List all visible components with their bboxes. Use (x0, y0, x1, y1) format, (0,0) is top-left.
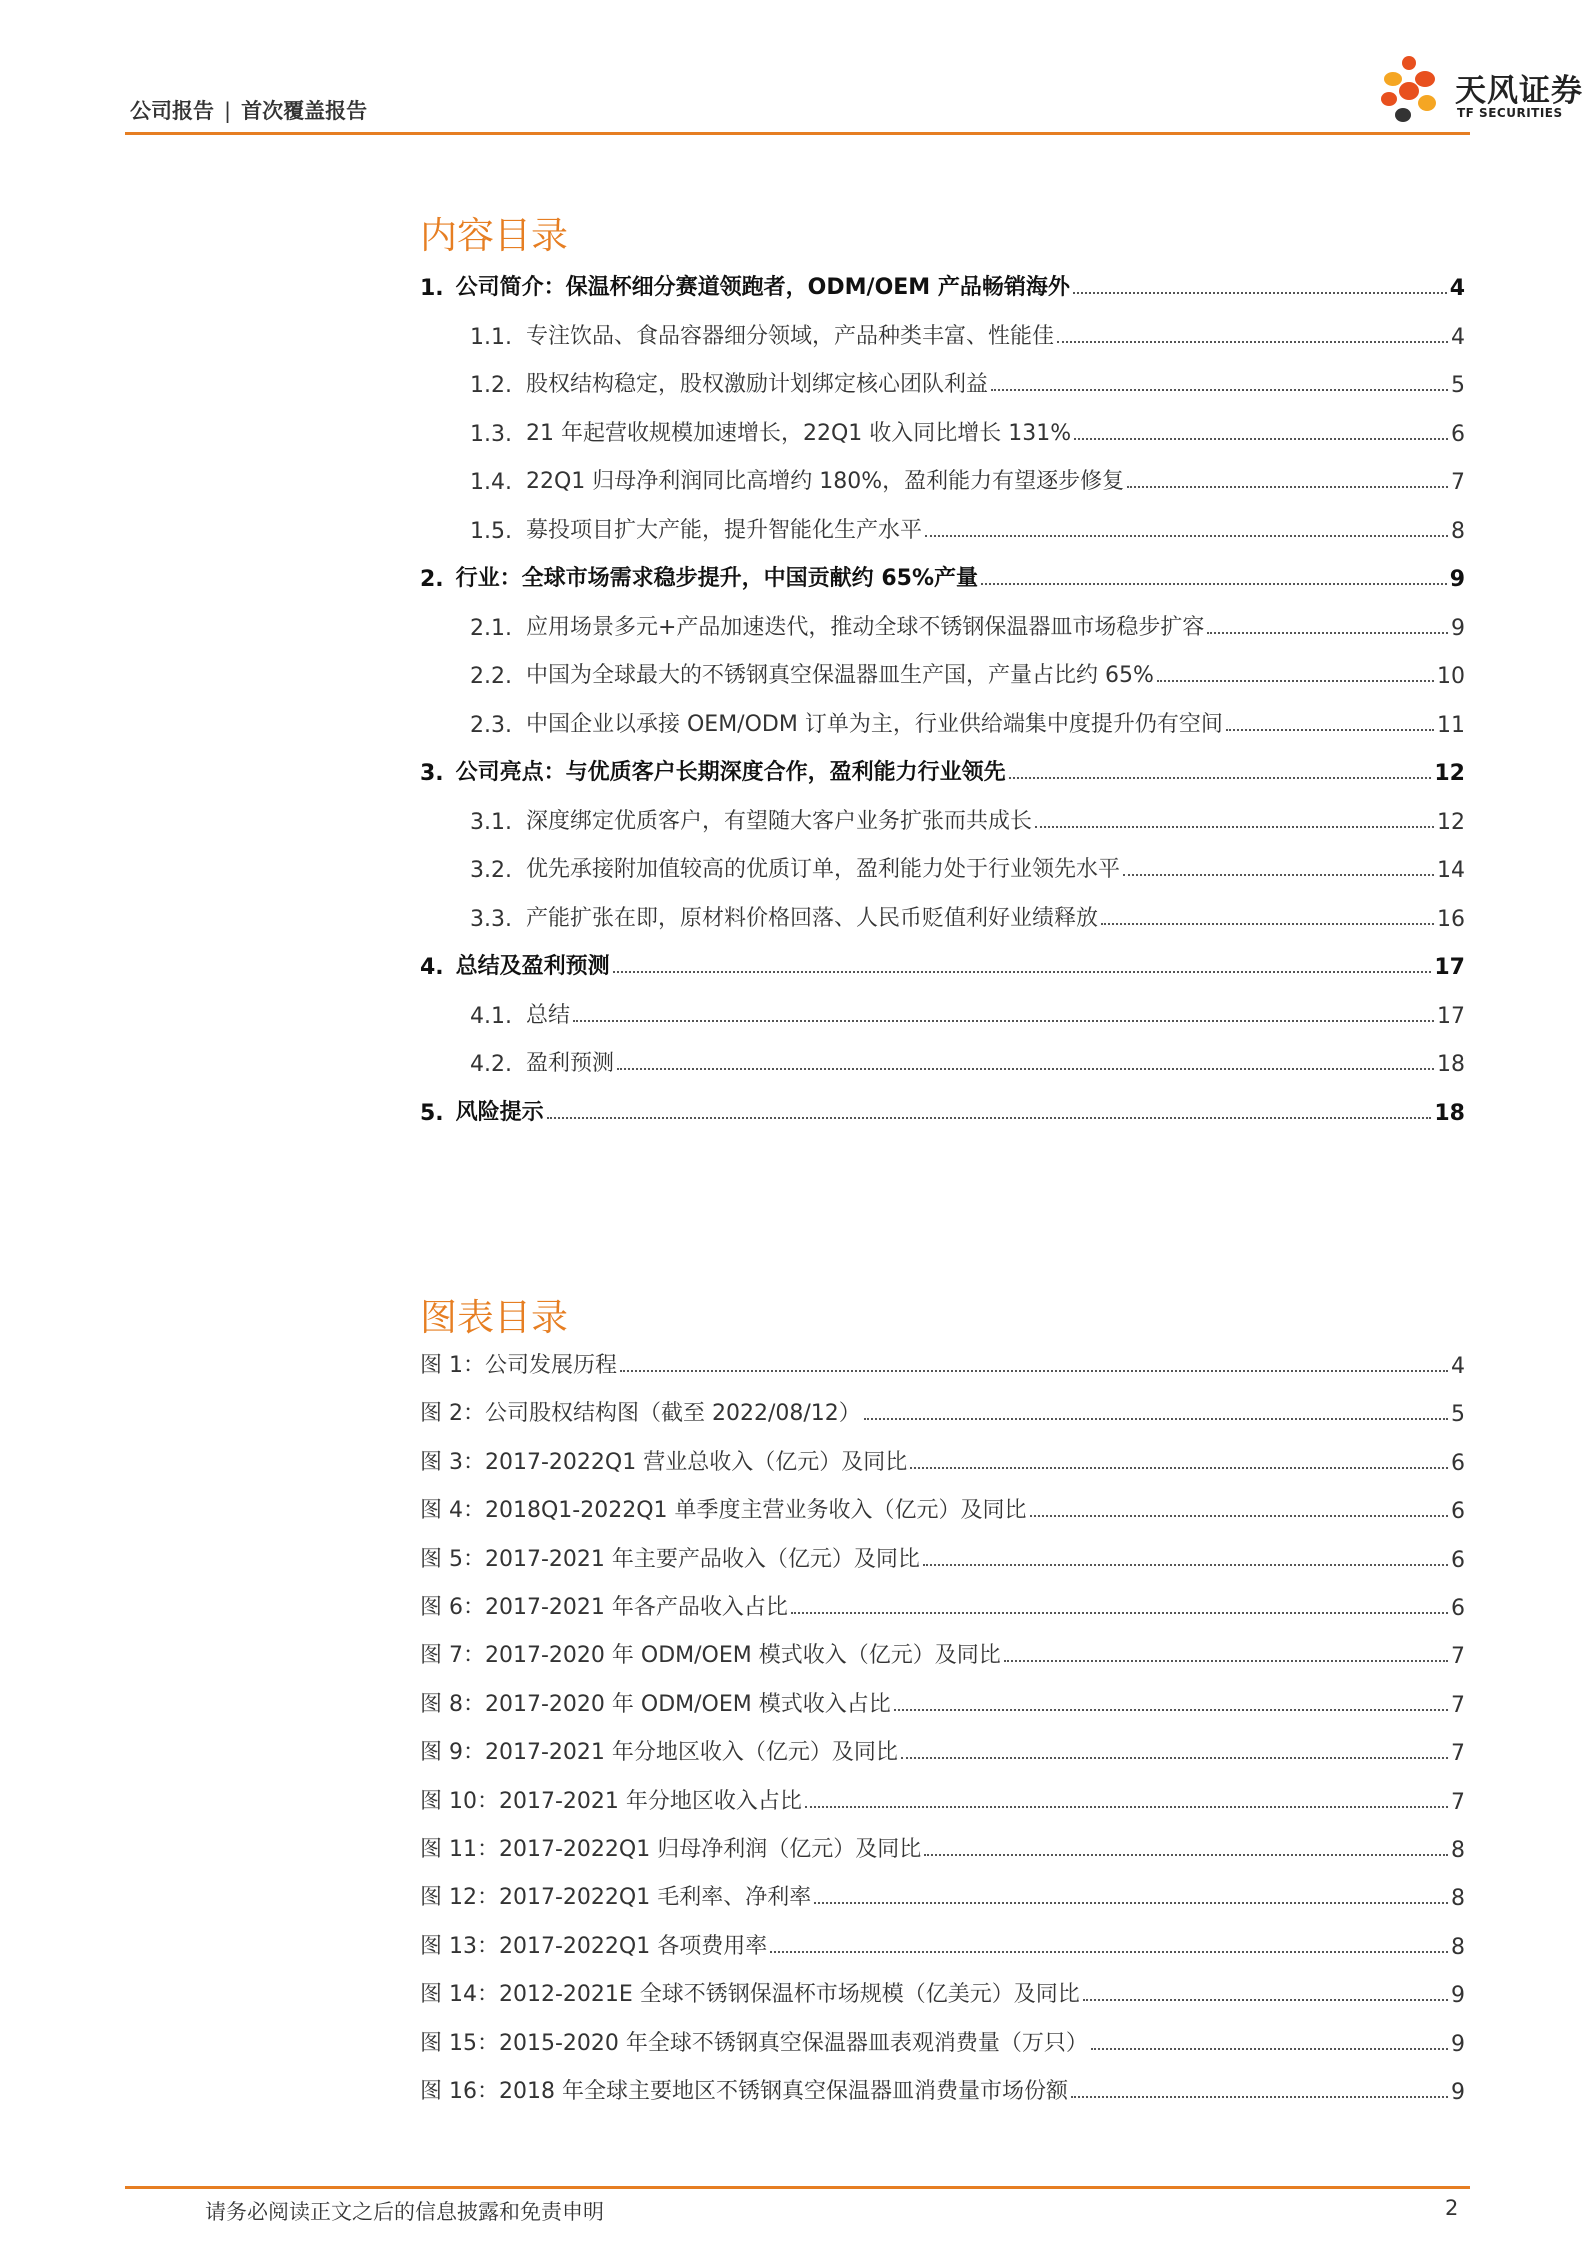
figure-list-entry[interactable] (420, 2021, 1465, 2057)
figure-page: 6 (1451, 1547, 1465, 1573)
figure-list-entry[interactable] (420, 1585, 1465, 1621)
figure-label: 图 3： (420, 1449, 485, 1475)
figure-list-entry[interactable] (420, 1440, 1465, 1476)
toc-leader-dots (925, 534, 1448, 537)
toc-entry-page: 17 (1437, 1003, 1465, 1029)
footer-disclaimer: 请务必阅读正文之后的信息披露和免责申明 (205, 2200, 604, 2224)
toc-entry-number: 1.1. (470, 324, 512, 350)
figure-leader-dots (901, 1756, 1448, 1759)
logo-english-name: TF SECURITIES (1457, 106, 1563, 120)
toc-entry-page: 9 (1451, 615, 1465, 641)
figure-title: 公司发展历程 (485, 1353, 618, 1378)
toc-entry-page: 9 (1449, 567, 1465, 592)
toc-entry-title: 中国企业以承接 OEM/ODM 订单为主，行业供给端集中度提升仍有空间 (525, 711, 1223, 737)
figure-label: 图 15： (420, 2030, 499, 2056)
toc-leader-dots (573, 1019, 1434, 1022)
toc-entry-title: 股权结构稳定，股权激励计划绑定核心团队利益 (525, 372, 988, 397)
toc-entry-page: 17 (1434, 955, 1465, 980)
toc-section-entry[interactable] (420, 750, 1465, 786)
figure-page: 7 (1451, 1741, 1465, 1767)
toc-entry-number: 5. (420, 1100, 444, 1126)
toc-leader-dots (1207, 631, 1448, 634)
toc-subsection-entry[interactable] (420, 459, 1465, 495)
company-logo (1375, 53, 1587, 128)
logo-chinese-name: 天风证券 (1455, 73, 1583, 109)
figure-label: 图 16： (420, 2079, 499, 2104)
toc-entry-page: 16 (1437, 906, 1465, 932)
toc-leader-dots (547, 1116, 1432, 1119)
toc-entry-page: 18 (1434, 1100, 1465, 1126)
toc-subsection-entry[interactable] (420, 702, 1465, 738)
report-subtype: 首次覆盖报告 (241, 99, 368, 123)
figure-page: 7 (1451, 1692, 1465, 1718)
figure-list-entry[interactable] (420, 1924, 1465, 1960)
figure-title: 2017-2021 年分地区收入占比 (499, 1788, 802, 1814)
toc-entry-title: 总结及盈利预测 (455, 954, 610, 979)
toc-leader-dots (1226, 728, 1434, 731)
toc-leader-dots (613, 970, 1432, 973)
toc-subsection-entry[interactable] (420, 993, 1465, 1029)
figure-title: 2017-2022Q1 各项费用率 (499, 1933, 768, 1959)
contents-title: 内容目录 (420, 214, 568, 257)
figure-label: 图 7： (420, 1643, 485, 1669)
figure-page: 7 (1451, 1789, 1465, 1815)
toc-entry-number: 1.2. (470, 373, 512, 398)
toc-entry-page: 14 (1437, 858, 1465, 883)
figure-label: 图 2： (420, 1401, 485, 1427)
toc-entry-page: 12 (1434, 761, 1465, 786)
figure-label: 图 11： (420, 1837, 499, 1862)
figure-leader-dots (805, 1805, 1448, 1808)
footer-rule (125, 2186, 1470, 2189)
toc-leader-dots (617, 1067, 1434, 1070)
toc-entry-number: 4. (420, 955, 444, 980)
figure-list-entry[interactable] (420, 1343, 1465, 1379)
figure-title: 2018Q1-2022Q1 单季度主营业务收入（亿元）及同比 (485, 1498, 1027, 1524)
figure-title: 2015-2020 年全球不锈钢真空保温器皿表观消费量（万只） (499, 2030, 1088, 2056)
toc-entry-number: 3.2. (470, 858, 512, 883)
figure-title: 2017-2022Q1 营业总收入（亿元）及同比 (485, 1449, 908, 1475)
figure-list-entry[interactable] (420, 2069, 1465, 2105)
toc-entry-title: 公司简介：保温杯细分赛道领跑者，ODM/OEM 产品畅销海外 (455, 275, 1070, 300)
figure-label: 图 1： (420, 1353, 485, 1378)
toc-entry-number: 1. (420, 276, 444, 301)
toc-subsection-entry[interactable] (420, 314, 1465, 350)
figure-list-entry[interactable] (420, 1875, 1465, 1911)
toc-leader-dots (1074, 437, 1448, 440)
figure-title: 2017-2020 年 ODM/OEM 模式收入占比 (485, 1691, 891, 1717)
figure-leader-dots (864, 1417, 1448, 1420)
figure-leader-dots (620, 1369, 1448, 1372)
toc-entry-title: 深度绑定优质客户，有望随大客户业务扩张而共成长 (525, 808, 1032, 834)
header-separator: | (224, 99, 232, 123)
toc-entry-number: 2. (420, 567, 444, 592)
report-type: 公司报告 (130, 99, 214, 123)
figure-leader-dots (1071, 2095, 1448, 2098)
toc-leader-dots (1123, 873, 1434, 876)
figure-title: 2017-2021 年主要产品收入（亿元）及同比 (485, 1546, 920, 1572)
toc-entry-title: 总结 (525, 1002, 570, 1028)
figure-title: 2017-2020 年 ODM/OEM 模式收入（亿元）及同比 (485, 1643, 1001, 1669)
figure-leader-dots (770, 1950, 1448, 1953)
toc-entry-number: 3.1. (470, 809, 512, 835)
toc-entry-number: 2.1. (470, 615, 512, 641)
toc-entry-number: 4.2. (470, 1052, 512, 1077)
figure-leader-dots (910, 1466, 1448, 1469)
toc-section-entry[interactable] (420, 944, 1465, 980)
toc-entry-title: 应用场景多元+产品加速迭代，推动全球不锈钢保温器皿市场稳步扩容 (525, 614, 1205, 640)
figure-page: 7 (1451, 1644, 1465, 1670)
figures-title: 图表目录 (420, 1296, 568, 1339)
figure-label: 图 12： (420, 1885, 499, 1911)
toc-leader-dots (1127, 485, 1448, 488)
figure-leader-dots (791, 1611, 1448, 1614)
toc-entry-title: 专注饮品、食品容器细分领域，产品种类丰富、性能佳 (525, 323, 1054, 349)
figure-title: 2017-2021 年分地区收入（亿元）及同比 (485, 1740, 898, 1766)
figure-label: 图 13： (420, 1933, 499, 1959)
toc-entry-page: 8 (1451, 518, 1465, 544)
toc-subsection-entry[interactable] (420, 411, 1465, 447)
figure-page: 8 (1451, 1934, 1465, 1960)
figure-page: 8 (1451, 1886, 1465, 1912)
figure-title: 公司股权结构图（截至 2022/08/12） (485, 1401, 861, 1427)
figure-page: 6 (1451, 1596, 1465, 1621)
toc-entry-page: 7 (1451, 470, 1465, 495)
toc-entry-title: 中国为全球最大的不锈钢真空保温器皿生产国，产量占比约 65% (525, 663, 1154, 688)
figure-leader-dots (923, 1563, 1448, 1566)
toc-entry-number: 1.3. (470, 421, 512, 447)
figure-list-entry[interactable] (420, 1730, 1465, 1766)
figure-list-entry[interactable] (420, 1779, 1465, 1815)
figure-page: 4 (1451, 1354, 1465, 1379)
toc-entry-title: 风险提示 (455, 1099, 544, 1125)
toc-section-entry[interactable] (420, 1090, 1465, 1126)
toc-entry-page: 18 (1437, 1052, 1465, 1077)
toc-leader-dots (991, 388, 1448, 391)
toc-entry-number: 2.3. (470, 712, 512, 738)
figure-label: 图 5： (420, 1546, 485, 1572)
figure-leader-dots (894, 1708, 1448, 1711)
toc-entry-number: 3. (420, 761, 444, 786)
toc-entry-title: 优先承接附加值较高的优质订单，盈利能力处于行业领先水平 (525, 857, 1120, 882)
toc-entry-page: 12 (1437, 809, 1465, 835)
figure-page: 9 (1451, 2080, 1465, 2105)
figure-title: 2017-2022Q1 毛利率、净利率 (499, 1885, 812, 1911)
figure-leader-dots (1030, 1514, 1448, 1517)
toc-entry-number: 2.2. (470, 664, 512, 689)
figure-label: 图 4： (420, 1498, 485, 1524)
toc-entry-number: 1.4. (470, 470, 512, 495)
figure-page: 9 (1451, 1983, 1465, 2009)
toc-subsection-entry[interactable] (420, 653, 1465, 689)
figure-label: 图 8： (420, 1691, 485, 1717)
toc-entry-page: 11 (1437, 712, 1465, 738)
page-number: 2 (1445, 2196, 1459, 2220)
toc-leader-dots (1073, 291, 1447, 294)
toc-entry-title: 盈利预测 (525, 1051, 614, 1076)
figure-title: 2017-2021 年各产品收入占比 (485, 1595, 788, 1620)
figure-title: 2012-2021E 全球不锈钢保温杯市场规模（亿美元）及同比 (499, 1982, 1080, 2008)
toc-entry-page: 4 (1449, 276, 1465, 301)
report-type-label (130, 95, 367, 125)
toc-leader-dots (1101, 922, 1434, 925)
figure-title: 2017-2022Q1 归母净利润（亿元）及同比 (499, 1837, 922, 1862)
toc-entry-title: 22Q1 归母净利润同比高增约 180%，盈利能力有望逐步修复 (525, 469, 1125, 494)
figure-label: 图 14： (420, 1982, 499, 2008)
figure-list-entry[interactable] (420, 1827, 1465, 1863)
flower-logo-icon (1375, 53, 1455, 128)
figure-page: 9 (1451, 2031, 1465, 2057)
figure-title: 2018 年全球主要地区不锈钢真空保温器皿消费量市场份额 (499, 2079, 1068, 2104)
toc-entry-number: 4.1. (470, 1003, 512, 1029)
toc-entry-page: 6 (1451, 421, 1465, 447)
figure-list-entry[interactable] (420, 1682, 1465, 1718)
toc-subsection-entry[interactable] (420, 799, 1465, 835)
figure-label: 图 10： (420, 1788, 499, 1814)
figure-page: 6 (1451, 1499, 1465, 1525)
toc-leader-dots (1157, 679, 1434, 682)
toc-leader-dots (1035, 825, 1434, 828)
figure-leader-dots (1083, 1998, 1448, 2001)
toc-section-entry[interactable] (420, 265, 1465, 301)
toc-entry-page: 10 (1437, 664, 1465, 689)
toc-subsection-entry[interactable] (420, 605, 1465, 641)
toc-entry-number: 3.3. (470, 906, 512, 932)
toc-entry-page: 4 (1451, 324, 1465, 350)
toc-entry-title: 募投项目扩大产能，提升智能化生产水平 (525, 517, 922, 543)
figure-page: 8 (1451, 1838, 1465, 1863)
figure-leader-dots (1004, 1659, 1448, 1662)
figure-label: 图 6： (420, 1595, 485, 1620)
toc-subsection-entry[interactable] (420, 847, 1465, 883)
toc-subsection-entry[interactable] (420, 508, 1465, 544)
toc-entry-title: 行业：全球市场需求稳步提升，中国贡献约 65%产量 (455, 566, 978, 591)
figure-label: 图 9： (420, 1740, 485, 1766)
figure-list-entry[interactable] (420, 1488, 1465, 1524)
toc-entry-title: 21 年起营收规模加速增长，22Q1 收入同比增长 131% (525, 420, 1072, 446)
page-header (125, 73, 1583, 138)
figure-page: 5 (1451, 1402, 1465, 1428)
toc-entry-number: 1.5. (470, 518, 512, 544)
figure-list-entry[interactable] (420, 1537, 1465, 1573)
toc-entry-title: 产能扩张在即，原材料价格回落、人民币贬值利好业绩释放 (525, 905, 1098, 931)
toc-subsection-entry[interactable] (420, 1041, 1465, 1077)
toc-leader-dots (1009, 776, 1432, 779)
figure-leader-dots (814, 1901, 1448, 1904)
figure-leader-dots (924, 1853, 1448, 1856)
figure-leader-dots (1091, 2047, 1448, 2050)
toc-subsection-entry[interactable] (420, 362, 1465, 398)
figure-page: 6 (1451, 1450, 1465, 1476)
toc-entry-page: 5 (1451, 373, 1465, 398)
toc-leader-dots (981, 582, 1447, 585)
toc-subsection-entry[interactable] (420, 896, 1465, 932)
figure-list-entry[interactable] (420, 1972, 1465, 2008)
toc-entry-title: 公司亮点：与优质客户长期深度合作，盈利能力行业领先 (455, 760, 1006, 785)
toc-leader-dots (1057, 340, 1448, 343)
header-rule (125, 132, 1470, 135)
figure-list-entry[interactable] (420, 1391, 1465, 1427)
toc-section-entry[interactable] (420, 556, 1465, 592)
figure-list-entry[interactable] (420, 1633, 1465, 1669)
